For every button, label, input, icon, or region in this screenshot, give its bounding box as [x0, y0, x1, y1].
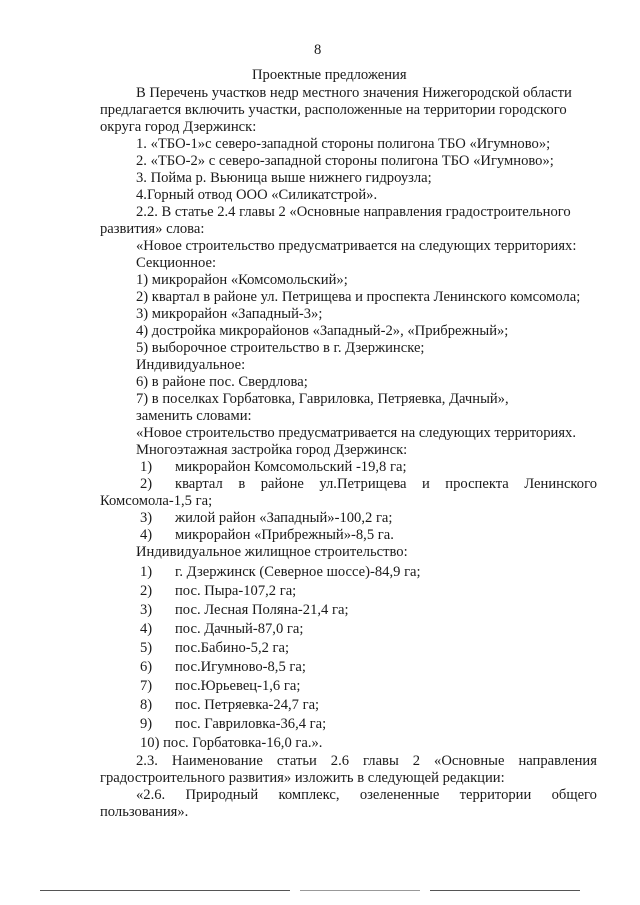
word: ул.Петрищева	[319, 476, 407, 492]
paragraph-line: развития» слова:	[100, 221, 205, 237]
list-item: пос. Лесная Поляна-21,4 га;	[175, 602, 349, 618]
list-item: г. Дзержинск (Северное шоссе)-84,9 га;	[175, 564, 421, 580]
word: «2.6.	[136, 787, 166, 803]
list-number: 4)	[140, 621, 153, 637]
word: квартал	[175, 476, 223, 492]
subheading: Секционное:	[136, 255, 217, 271]
list-item: 4) достройка микрорайонов «Западный-2», «Прибрежный»;	[136, 323, 509, 339]
justified-line	[175, 475, 597, 493]
word: территории	[459, 787, 532, 803]
list-item: пос.Игумново-8,5 га;	[175, 659, 306, 675]
bottom-rule	[430, 890, 580, 891]
list-number: 1)	[140, 459, 153, 475]
list-item: 7) в поселках Горбатовка, Гавриловка, Петряевка, Дачный»,	[136, 391, 509, 407]
list-item: 3) микрорайон «Западный-3»;	[136, 306, 323, 322]
list-item: 5) выборочное строительство в г. Дзержинске;	[136, 340, 425, 356]
paragraph-line: 2.2. В статье 2.4 главы 2 «Основные направления градостроительного	[136, 204, 571, 220]
word: Природный	[185, 787, 259, 803]
list-item-continuation: Комсомола-1,5 га;	[100, 493, 213, 509]
list-item: 6) в районе пос. Свердлова;	[136, 374, 308, 390]
word: проспекта	[445, 476, 509, 492]
list-item: пос. Гавриловка-36,4 га;	[175, 716, 327, 732]
list-number: 9)	[140, 716, 153, 732]
page-number: 8	[314, 42, 322, 58]
list-item: микрорайон «Прибрежный»-8,5 га.	[175, 527, 394, 543]
list-number: 3)	[140, 510, 153, 526]
list-number: 3)	[140, 602, 153, 618]
list-item: 4.Горный отвод ООО «Силикатстрой».	[136, 187, 378, 203]
list-item: 3. Пойма р. Вьюница выше нижнего гидроузла;	[136, 170, 432, 186]
paragraph-line: пользования».	[100, 804, 189, 820]
word: 2	[412, 753, 421, 769]
paragraph-line: градостроительного развития» изложить в следующей редакции:	[100, 770, 505, 786]
list-number: 1)	[140, 564, 153, 580]
list-item: 1) микрорайон «Комсомольский»;	[136, 272, 348, 288]
word: «Основные	[434, 753, 505, 769]
justified-line	[136, 786, 597, 804]
word: и	[422, 476, 430, 492]
list-item: микрорайон Комсомольский -19,8 га;	[175, 459, 407, 475]
list-item: пос. Петряевка-24,7 га;	[175, 697, 320, 713]
word: главы	[363, 753, 399, 769]
list-item: пос. Пыра-107,2 га;	[175, 583, 297, 599]
list-item: пос.Юрьевец-1,6 га;	[175, 678, 301, 694]
list-item: 10) пос. Горбатовка-16,0 га.».	[140, 735, 323, 751]
list-item: 2) квартал в районе ул. Петрищева и проспекта Ленинского комсомола;	[136, 289, 581, 305]
list-item: 1. «ТБО-1»с северо-западной стороны полигона ТБО «Игумново»;	[136, 136, 551, 152]
subheading: Индивидуальное жилищное строительство:	[136, 544, 408, 560]
list-number: 7)	[140, 678, 153, 694]
paragraph-line: В Перечень участков недр местного значения Нижегородской области	[136, 85, 572, 101]
justified-line	[136, 752, 597, 770]
word: комплекс,	[278, 787, 340, 803]
list-number: 6)	[140, 659, 153, 675]
bottom-rule	[300, 890, 420, 891]
list-number: 2)	[140, 476, 153, 492]
quote-line: «Новое строительство предусматривается на следующих территориях:	[136, 238, 577, 254]
word: районе	[260, 476, 304, 492]
quote-line: «Новое строительство предусматривается на следующих территориях.	[136, 425, 576, 441]
list-number: 8)	[140, 697, 153, 713]
subheading: Индивидуальное:	[136, 357, 246, 373]
subheading: Многоэтажная застройка город Дзержинск:	[136, 442, 408, 458]
list-number: 5)	[140, 640, 153, 656]
list-item: жилой район «Западный»-100,2 га;	[175, 510, 393, 526]
list-item: пос. Дачный-87,0 га;	[175, 621, 304, 637]
paragraph-line: округа город Дзержинск:	[100, 119, 257, 135]
bottom-rule	[40, 890, 290, 891]
paragraph-line: заменить словами:	[136, 408, 252, 424]
word: Наименование	[171, 753, 263, 769]
word: 2.6	[330, 753, 350, 769]
word: Ленинского	[524, 476, 597, 492]
word: статьи	[276, 753, 317, 769]
word: в	[238, 476, 246, 492]
list-item: пос.Бабино-5,2 га;	[175, 640, 290, 656]
word: озелененные	[359, 787, 440, 803]
list-number: 2)	[140, 583, 153, 599]
word: 2.3.	[136, 753, 158, 769]
word: общего	[551, 787, 597, 803]
list-item: 2. «ТБО-2» с северо-западной стороны полигона ТБО «Игумново»;	[136, 153, 554, 169]
word: направления	[518, 753, 597, 769]
list-number: 4)	[140, 527, 153, 543]
section-heading: Проектные предложения	[252, 67, 407, 83]
paragraph-line: предлагается включить участки, расположенные на территории городского	[100, 102, 567, 118]
